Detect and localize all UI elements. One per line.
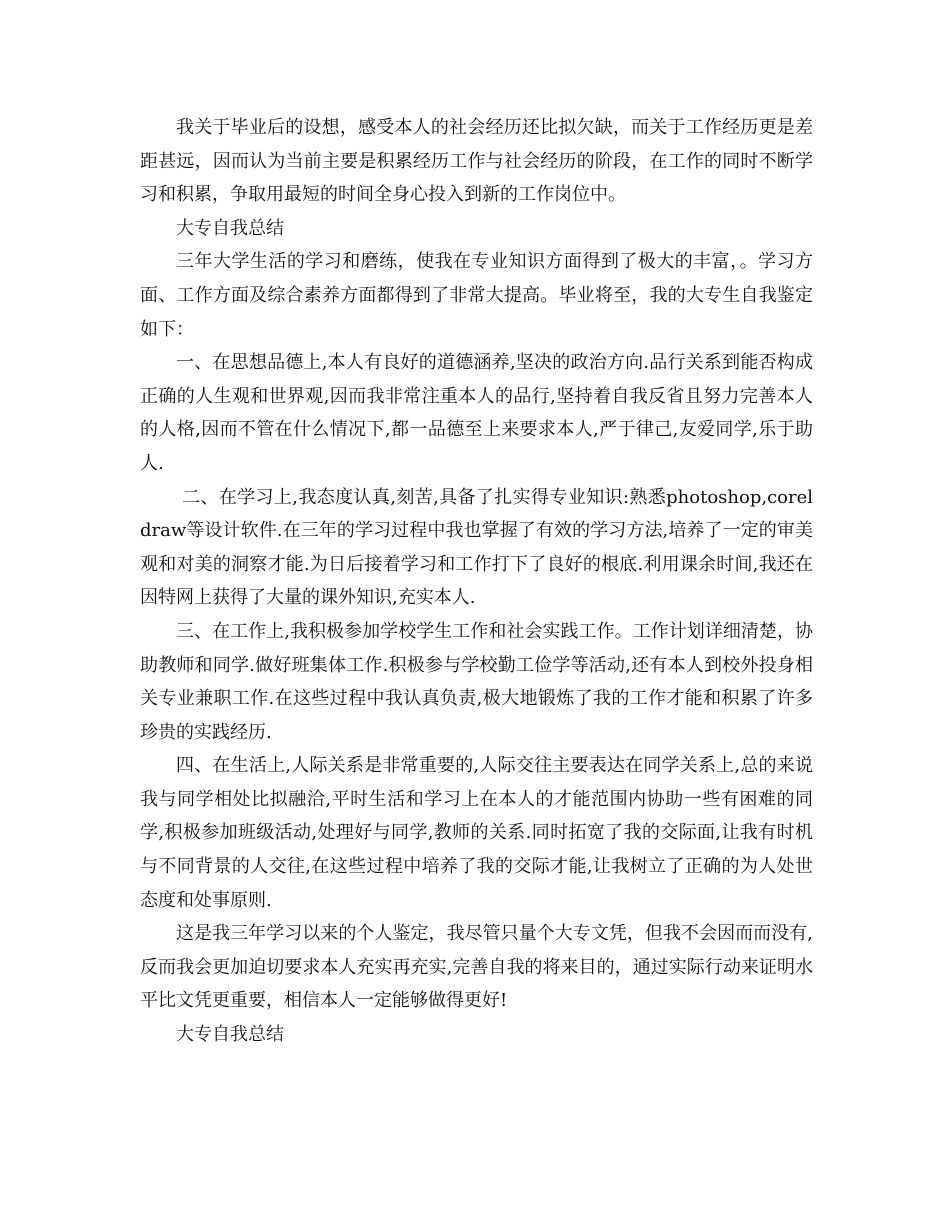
paragraph-conclusion: 这是我三年学习以来的个人鉴定，我尽管只量个大专文凭，但我不会因而而没有,反而我会更加迫切要求本人充实再充实,完善自我的将来目的，通过实际行动来证明水平比文凭更重要，相信本人一定能够做得更好!	[140, 923, 813, 1012]
paragraph-work: 三、在工作上,我积极参加学校学生工作和社会实践工作。工作计划详细清楚，协助教师和同学.做好班集体工作.积极参与学校勤工俭学等活动,还有本人到校外投身相关专业兼职工作.在这些过程中我认真负责,极大地锻炼了我的工作才能和积累了许多珍贵的实践经历.	[140, 620, 813, 743]
paragraph-study: 二、在学习上,我态度认真,刻苦,具备了扎实得专业知识:熟悉photoshop,coreldraw等设计软件.在三年的学习过程中我也掌握了有效的学习方法,培养了一定的审美观和对美的洞察才能.为日后接着学习和工作打下了良好的根底.利用课余时间,我还在因特网上获得了大量的课外知识,充实本人.	[140, 486, 813, 609]
section-heading: 大专自我总结	[176, 217, 284, 239]
paragraph-graduation-plans: 我关于毕业后的设想，感受本人的社会经历还比拟欠缺，而关于工作经历更是差距甚远，因而认为当前主要是积累经历工作与社会经历的阶段，在工作的同时不断学习和积累，争取用最短的时间全身心投入到新的工作岗位中。	[140, 117, 813, 206]
paragraph-morality: 一、在思想品德上,本人有良好的道德涵养,坚决的政治方向.品行关系到能否构成正确的人生观和世界观,因而我非常注重本人的品行,坚持着自我反省且努力完善本人的人格,因而不管在什么情况下,都一品德至上来要求本人,严于律己,友爱同学,乐于助人.	[140, 352, 813, 474]
section-heading: 大专自我总结	[176, 1024, 284, 1046]
paragraph-life: 四、在生活上,人际关系是非常重要的,人际交往主要表达在同学关系上,总的来说我与同学相处比拟融洽,平时生活和学习上在本人的才能范围内协助一些有困难的同学,积极参加班级活动,处理好与同学,教师的关系.同时拓宽了我的交际面,让我有时机与不同背景的人交往,在这些过程中培养了我的交际才能,让我树立了正确的为人处世态度和处事原则.	[140, 755, 813, 911]
document-body	[140, 111, 813, 1052]
paragraph-intro: 三年大学生活的学习和磨练，使我在专业知识方面得到了极大的丰富，。学习方面、工作方面及综合素养方面都得到了非常大提高。毕业将至，我的大专生自我鉴定如下：	[140, 251, 813, 340]
